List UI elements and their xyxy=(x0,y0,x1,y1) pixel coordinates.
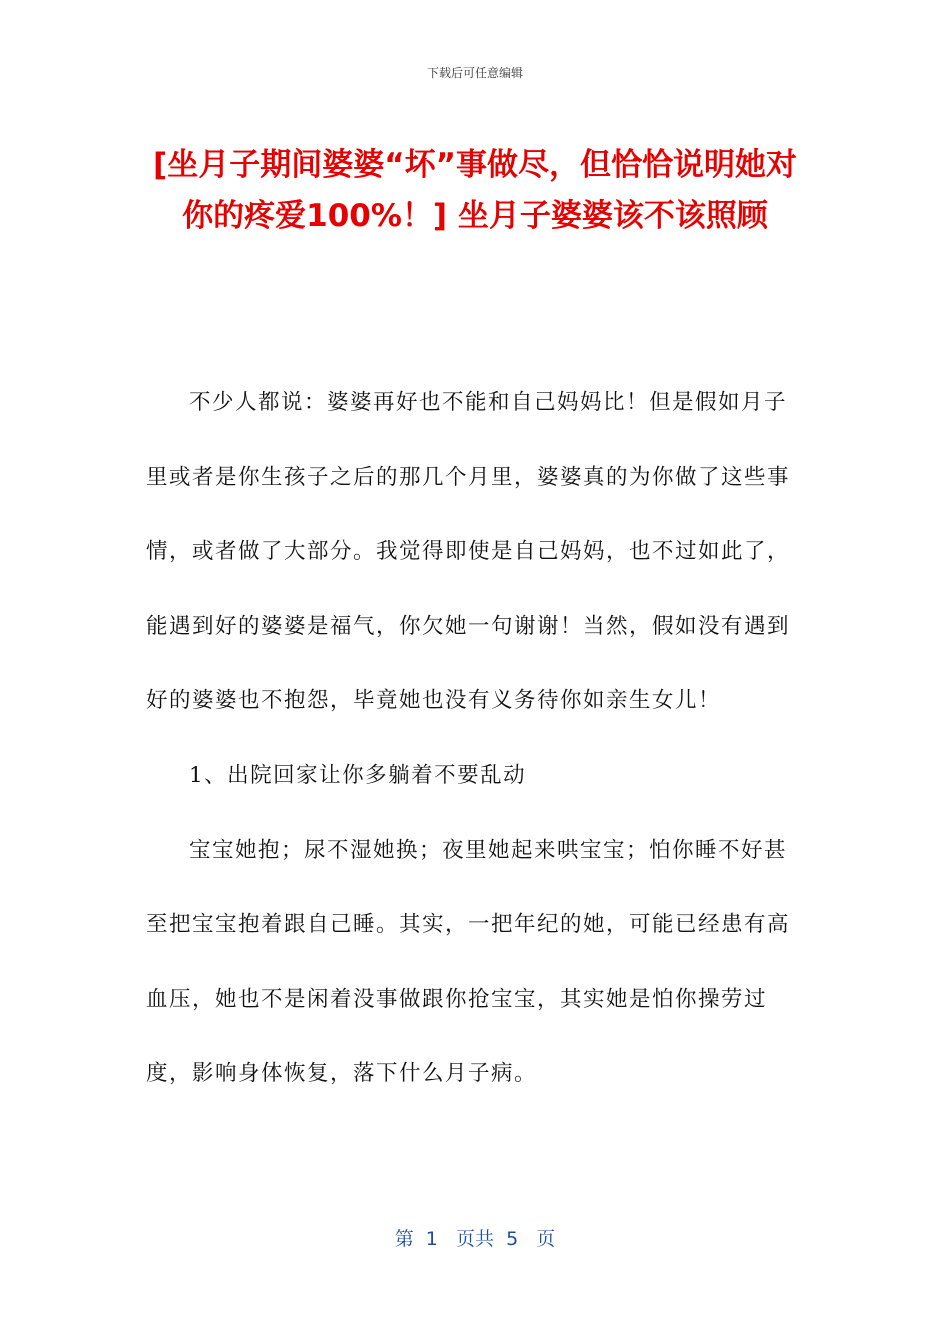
paragraph-intro: 不少人都说：婆婆再好也不能和自己妈妈比！但是假如月子里或者是你生孩子之后的那几个月里，婆婆真的为你做了这些事情，或者做了大部分。我觉得即使是自己妈妈，也不过如此了，能遇到好的婆婆是福气，你欠她一句谢谢！当然，假如没有遇到好的婆婆也不抱怨，毕竟她也没有义务待你如亲生女儿！ xyxy=(146,390,791,714)
section-heading-1: 1、出院回家让你多躺着不要乱动 xyxy=(189,762,527,788)
document-title: [坐月子期间婆婆“坏”事做尽，但恰恰说明她对你的疼爱100%！] 坐月子婆婆该不该照顾 xyxy=(153,147,797,234)
page-number-footer: 第 1 页共 5 页 xyxy=(394,1228,556,1250)
paragraph-section-1: 宝宝她抱；尿不湿她换；夜里她起来哄宝宝；怕你睡不好甚至把宝宝抱着跟自己睡。其实，一把年纪的她，可能已经患有高血压，她也不是闲着没事做跟你抢宝宝，其实她是怕你操劳过度，影响身体恢复，落下什么月子病。 xyxy=(146,837,791,1087)
document-body xyxy=(146,366,796,1112)
header-note: 下载后可任意编辑 xyxy=(426,66,523,80)
